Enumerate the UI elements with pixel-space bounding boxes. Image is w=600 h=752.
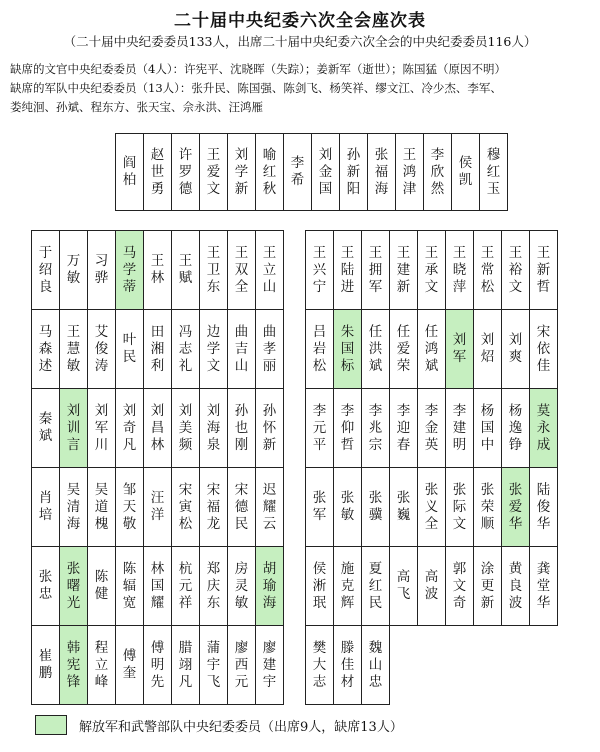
seat-name: 王兴宁	[312, 244, 327, 295]
seat-name: 叶民	[122, 332, 137, 365]
seat-name: 任爱荣	[396, 323, 411, 374]
seat-cell	[306, 468, 334, 547]
seat-name: 王陆进	[340, 244, 355, 295]
seat-cell	[60, 310, 88, 389]
seat-name: 刘学新	[234, 146, 249, 197]
seat-name: 宋德民	[234, 481, 249, 532]
seat-cell	[200, 231, 228, 310]
seat-name: 李金英	[424, 402, 439, 453]
seat-cell	[200, 468, 228, 547]
seat-cell	[256, 134, 284, 211]
seat-cell	[306, 310, 334, 389]
seat-cell	[502, 547, 530, 626]
seat-name: 张巍	[396, 490, 411, 523]
seat-name: 夏红民	[368, 560, 383, 611]
seat-name: 肖培	[38, 490, 53, 523]
seat-cell	[200, 389, 228, 468]
seat-name: 刘训言	[66, 402, 81, 453]
seat-cell	[60, 468, 88, 547]
seat-cell	[144, 134, 172, 211]
seat-cell	[88, 389, 116, 468]
seat-cell	[144, 310, 172, 389]
seat-name: 陆俊华	[536, 481, 551, 532]
seat-name: 任鸿斌	[424, 323, 439, 374]
seat-name: 程立峰	[94, 639, 109, 690]
seat-name: 侯凯	[458, 155, 473, 188]
seat-name: 施克辉	[340, 560, 355, 611]
seat-cell	[144, 231, 172, 310]
seat-name: 杭元祥	[178, 560, 193, 611]
seat-cell	[256, 310, 284, 389]
seat-name: 喻红秋	[262, 146, 277, 197]
seat-cell	[144, 389, 172, 468]
seat-name: 宋依佳	[536, 323, 551, 374]
seat-cell	[502, 389, 530, 468]
seat-cell	[418, 310, 446, 389]
seat-name: 房灵敏	[234, 560, 249, 611]
empty-seat	[446, 626, 474, 705]
seat-name: 李建明	[452, 402, 467, 453]
seat-name: 杨逸铮	[508, 402, 523, 453]
seat-name: 张军	[312, 490, 327, 523]
seat-name: 张荣顺	[480, 481, 495, 532]
seat-cell	[228, 389, 256, 468]
seat-name: 郑庆东	[206, 560, 221, 611]
seat-name: 王常松	[480, 244, 495, 295]
seat-cell	[390, 389, 418, 468]
seat-name: 孙怀新	[262, 402, 277, 453]
seat-name: 邹天敬	[122, 481, 137, 532]
seat-name: 王林	[150, 253, 165, 286]
seat-cell	[474, 310, 502, 389]
seat-name: 侯淅珉	[312, 560, 327, 611]
seat-name: 刘军川	[94, 402, 109, 453]
seat-cell	[446, 547, 474, 626]
seat-cell	[200, 134, 228, 211]
seat-name: 张福海	[374, 146, 389, 197]
seat-name: 王晓萍	[452, 244, 467, 295]
left-block-seats	[31, 230, 284, 705]
seat-name: 高飞	[396, 569, 411, 602]
seat-name: 王双全	[234, 244, 249, 295]
seat-name: 穆红玉	[486, 146, 501, 197]
seat-cell	[480, 134, 508, 211]
seat-cell	[362, 626, 390, 705]
seat-cell	[362, 389, 390, 468]
seat-name: 李仰哲	[340, 402, 355, 453]
seat-cell	[474, 389, 502, 468]
seat-cell	[228, 626, 256, 705]
seat-cell	[362, 468, 390, 547]
seat-cell	[306, 231, 334, 310]
seat-cell	[474, 468, 502, 547]
seat-cell	[446, 389, 474, 468]
seat-name: 韩宪锋	[66, 639, 81, 690]
seat-cell	[256, 389, 284, 468]
seat-name: 李元平	[312, 402, 327, 453]
absence-notes	[10, 60, 595, 117]
seat-cell	[334, 547, 362, 626]
seat-cell	[334, 626, 362, 705]
seat-cell	[88, 626, 116, 705]
seat-name: 刘炤	[480, 332, 495, 365]
seat-cell	[390, 231, 418, 310]
seat-cell	[306, 626, 334, 705]
seat-cell	[88, 231, 116, 310]
seat-name: 秦斌	[38, 411, 53, 444]
seat-cell	[390, 310, 418, 389]
seat-cell	[116, 310, 144, 389]
seat-name: 张曙光	[66, 560, 81, 611]
seat-name: 刘金国	[318, 146, 333, 197]
empty-seat	[474, 626, 502, 705]
seat-name: 冯志礼	[178, 323, 193, 374]
seat-name: 朱国标	[340, 323, 355, 374]
seat-cell	[474, 547, 502, 626]
seat-name: 习骅	[94, 253, 109, 286]
seat-name: 涂更新	[480, 560, 495, 611]
seat-name: 刘昌林	[150, 402, 165, 453]
seat-cell	[116, 547, 144, 626]
legend	[35, 715, 403, 735]
seat-name: 李兆宗	[368, 402, 383, 453]
seat-cell	[60, 231, 88, 310]
seat-cell	[312, 134, 340, 211]
seat-name: 杨国中	[480, 402, 495, 453]
seat-cell	[530, 468, 558, 547]
seat-cell	[256, 626, 284, 705]
top-row-seats	[115, 133, 508, 211]
seat-cell	[32, 626, 60, 705]
seat-cell	[256, 547, 284, 626]
seat-name: 廖建宇	[262, 639, 277, 690]
seat-name: 陈健	[94, 569, 109, 602]
seat-name: 吕岩松	[312, 323, 327, 374]
seat-cell	[256, 231, 284, 310]
page-subtitle: （二十届中央纪委委员133人，出席二十届中央纪委六次全会的中央纪委委员116人）	[63, 34, 537, 49]
note-line: 缺席的文官中央纪委委员（4人）：许宪平、沈晓晖（失踪）；姜新军（逝世）；陈国猛（原因不明）	[10, 62, 507, 76]
seat-name: 龚堂华	[536, 560, 551, 611]
seat-name: 王建新	[396, 244, 411, 295]
seat-cell	[418, 547, 446, 626]
seat-cell	[418, 468, 446, 547]
seat-cell	[284, 134, 312, 211]
seat-cell	[396, 134, 424, 211]
seat-cell	[32, 310, 60, 389]
seat-cell	[452, 134, 480, 211]
seat-cell	[172, 310, 200, 389]
seat-cell	[530, 231, 558, 310]
seat-name: 陈辐宽	[122, 560, 137, 611]
seat-cell	[502, 231, 530, 310]
empty-seat	[418, 626, 446, 705]
seat-cell	[228, 468, 256, 547]
seat-name: 任洪斌	[368, 323, 383, 374]
seat-cell	[418, 231, 446, 310]
seat-cell	[306, 389, 334, 468]
seat-cell	[530, 389, 558, 468]
seat-cell	[368, 134, 396, 211]
seat-name: 王拥军	[368, 244, 383, 295]
seat-cell	[60, 547, 88, 626]
seat-cell	[256, 468, 284, 547]
seat-cell	[60, 626, 88, 705]
seat-cell	[474, 231, 502, 310]
seat-cell	[334, 231, 362, 310]
seat-cell	[502, 310, 530, 389]
seat-name: 胡瑜海	[262, 560, 277, 611]
seat-name: 李欣然	[430, 146, 445, 197]
seat-name: 田湘利	[150, 323, 165, 374]
seat-cell	[200, 310, 228, 389]
seat-name: 李迎春	[396, 402, 411, 453]
legend-text: 解放军和武警部队中央纪委委员（出席9人，缺席13人）	[79, 719, 403, 735]
seat-name: 张敏	[340, 490, 355, 523]
page-title: 二十届中央纪委六次全会座次表	[174, 11, 426, 31]
empty-seat	[502, 626, 530, 705]
seat-name: 宋福龙	[206, 481, 221, 532]
seat-name: 刘美频	[178, 402, 193, 453]
seat-cell	[362, 231, 390, 310]
seat-name: 张骥	[368, 490, 383, 523]
seat-name: 王新哲	[536, 244, 551, 295]
seat-cell	[32, 231, 60, 310]
seat-cell	[32, 389, 60, 468]
seat-cell	[334, 389, 362, 468]
empty-seat	[530, 626, 558, 705]
seat-cell	[144, 468, 172, 547]
seat-name: 艾俊涛	[94, 323, 109, 374]
seat-cell	[116, 468, 144, 547]
seat-name: 樊大志	[312, 639, 327, 690]
seat-cell	[390, 468, 418, 547]
seat-cell	[334, 468, 362, 547]
seat-cell	[228, 547, 256, 626]
seat-cell	[334, 310, 362, 389]
seat-name: 张爱华	[508, 481, 523, 532]
right-block-seats	[305, 230, 558, 705]
seat-name: 曲孝丽	[262, 323, 277, 374]
seat-name: 郭文奇	[452, 560, 467, 611]
seat-name: 阎柏	[122, 155, 137, 188]
seat-cell	[228, 310, 256, 389]
seat-cell	[390, 547, 418, 626]
seat-cell	[172, 468, 200, 547]
seat-name: 于绍良	[38, 244, 53, 295]
seat-name: 高波	[424, 569, 439, 602]
seat-cell	[172, 231, 200, 310]
seat-cell	[32, 547, 60, 626]
seat-cell	[116, 389, 144, 468]
seat-name: 迟耀云	[262, 481, 277, 532]
seat-cell	[88, 547, 116, 626]
seat-name: 林国耀	[150, 560, 165, 611]
seat-cell	[446, 231, 474, 310]
seat-name: 王立山	[262, 244, 277, 295]
seat-cell	[172, 134, 200, 211]
seat-cell	[228, 134, 256, 211]
seat-name: 汪洋	[150, 490, 165, 523]
empty-seat	[390, 626, 418, 705]
seat-name: 刘军	[452, 332, 467, 365]
seat-name: 吴清海	[66, 481, 81, 532]
note-line: 娄纯洄、孙斌、程东方、张天宝、佘永洪、汪鸿雁	[10, 100, 263, 114]
seat-name: 崔鹏	[38, 648, 53, 681]
seat-cell	[340, 134, 368, 211]
seat-name: 张忠	[38, 569, 53, 602]
seat-name: 魏山忠	[368, 639, 383, 690]
seat-name: 王承文	[424, 244, 439, 295]
seat-name: 边学文	[206, 323, 221, 374]
seat-cell	[362, 547, 390, 626]
seat-name: 万敏	[66, 253, 81, 286]
seat-name: 刘海泉	[206, 402, 221, 453]
seat-cell	[446, 468, 474, 547]
seat-name: 孙也刚	[234, 402, 249, 453]
seat-name: 傅奎	[122, 648, 137, 681]
seat-name: 宋寅松	[178, 481, 193, 532]
seat-name: 王慧敏	[66, 323, 81, 374]
seat-name: 赵世勇	[150, 146, 165, 197]
seat-cell	[172, 389, 200, 468]
seat-name: 刘爽	[508, 332, 523, 365]
seat-cell	[32, 468, 60, 547]
seat-name: 王鸿津	[402, 146, 417, 197]
seat-name: 莫永成	[536, 402, 551, 453]
seat-cell	[116, 134, 144, 211]
seat-name: 王爱文	[206, 146, 221, 197]
seat-name: 马森述	[38, 323, 53, 374]
seat-name: 王卫东	[206, 244, 221, 295]
seat-name: 马学蒂	[122, 244, 137, 295]
seat-cell	[60, 389, 88, 468]
seat-cell	[116, 626, 144, 705]
seat-cell	[530, 547, 558, 626]
seat-name: 廖西元	[234, 639, 249, 690]
seat-cell	[424, 134, 452, 211]
seat-cell	[172, 626, 200, 705]
legend-swatch	[35, 715, 67, 735]
seat-name: 张际文	[452, 481, 467, 532]
seat-cell	[88, 310, 116, 389]
seat-cell	[446, 310, 474, 389]
seat-name: 王裕文	[508, 244, 523, 295]
seat-name: 吴道槐	[94, 481, 109, 532]
seat-cell	[530, 310, 558, 389]
seat-name: 许罗德	[178, 146, 193, 197]
seat-cell	[144, 547, 172, 626]
seat-cell	[172, 547, 200, 626]
seat-cell	[502, 468, 530, 547]
seat-name: 滕佳材	[340, 639, 355, 690]
seat-cell	[362, 310, 390, 389]
seat-name: 张义全	[424, 481, 439, 532]
note-line: 缺席的军队中央纪委委员（13人）：张升民、陈国强、陈剑飞、杨笑祥、缪文江、冷少杰、李军、	[10, 81, 502, 95]
seat-cell	[418, 389, 446, 468]
seat-cell	[88, 468, 116, 547]
seat-name: 曲吉山	[234, 323, 249, 374]
seat-cell	[144, 626, 172, 705]
seat-cell	[228, 231, 256, 310]
seat-name: 腊翊凡	[178, 639, 193, 690]
seat-name: 蒲宇飞	[206, 639, 221, 690]
seat-name: 李希	[290, 155, 305, 188]
seat-cell	[200, 626, 228, 705]
seat-name: 王赋	[178, 253, 193, 286]
seat-cell	[306, 547, 334, 626]
seat-name: 黄良波	[508, 560, 523, 611]
seat-cell	[200, 547, 228, 626]
seat-name: 刘奇凡	[122, 402, 137, 453]
seat-name: 傅明先	[150, 639, 165, 690]
seat-cell	[116, 231, 144, 310]
seat-name: 孙新阳	[346, 146, 361, 197]
